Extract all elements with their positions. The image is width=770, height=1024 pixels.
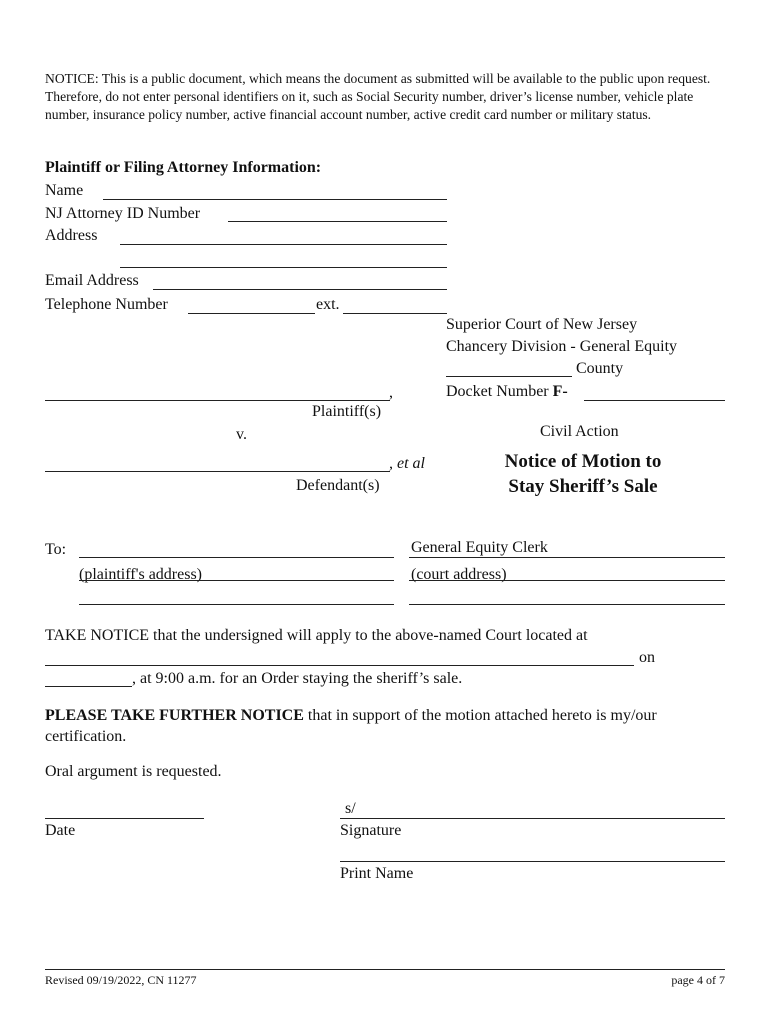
name-field[interactable] — [103, 199, 447, 200]
county-label: County — [576, 360, 624, 377]
docket-number-label: Docket Number F- — [446, 383, 568, 400]
docket-number-field[interactable] — [584, 400, 725, 401]
ext-field[interactable] — [343, 313, 447, 314]
clerk-label: General Equity Clerk — [411, 539, 548, 556]
signature-prefix: s/ — [345, 800, 356, 817]
date-field[interactable] — [45, 818, 204, 819]
motion-time-text: , at 9:00 a.m. for an Order staying the sheriff’s sale. — [132, 670, 463, 687]
address-field-line1[interactable] — [120, 244, 447, 245]
court-division: Chancery Division - General Equity — [446, 338, 678, 355]
page-number: page 4 of 7 — [671, 973, 725, 987]
date-label: Date — [45, 822, 76, 839]
court-location-field[interactable] — [45, 665, 634, 666]
address-field-line2[interactable] — [120, 267, 447, 268]
revision-note: Revised 09/19/2022, CN 11277 — [45, 973, 197, 987]
oral-argument-text: Oral argument is requested. — [45, 763, 222, 780]
plaintiff-name-field[interactable] — [45, 400, 390, 401]
further-notice-text — [45, 705, 735, 747]
signature-field[interactable] — [340, 818, 725, 819]
form-title-line2: Stay Sheriff’s Sale — [508, 476, 658, 497]
print-name-label: Print Name — [340, 865, 414, 882]
form-title — [463, 449, 703, 499]
email-field[interactable] — [153, 289, 447, 290]
motion-date-field[interactable] — [45, 686, 132, 687]
docket-prefix: F- — [552, 383, 568, 400]
on-label: on — [639, 649, 655, 666]
take-notice-text: TAKE NOTICE that the undersigned will apply to the above-named Court located at — [45, 627, 588, 644]
public-document-notice: NOTICE: This is a public document, which means the document as submitted will be available to the public upon request. Therefore, do not enter personal identifiers on it, such as Social Security number, driver’s license number, vehicle plate number, insurance policy number, active financial account number, active credit card number or military status. — [45, 71, 711, 123]
court-address-field-line2[interactable] — [409, 604, 725, 605]
print-name-field[interactable] — [340, 861, 725, 862]
clerk-field[interactable] — [409, 557, 725, 558]
et-al-label: , et al — [389, 455, 425, 472]
plaintiff-address-field-line2[interactable] — [79, 604, 394, 605]
telephone-field[interactable] — [188, 313, 315, 314]
defendant-label: Defendant(s) — [296, 477, 380, 494]
civil-action-label: Civil Action — [540, 423, 619, 440]
footer-rule — [45, 969, 725, 970]
versus-label: v. — [236, 426, 247, 443]
name-label: Name — [45, 182, 84, 199]
form-title-line1: Notice of Motion to — [504, 451, 662, 472]
email-label: Email Address — [45, 272, 139, 289]
telephone-label: Telephone Number — [45, 296, 168, 313]
plaintiff-recipient-name-field[interactable] — [79, 557, 394, 558]
plaintiff-address-label: (plaintiff's address) — [79, 566, 202, 583]
further-notice-bold: PLEASE TAKE FURTHER NOTICE — [45, 707, 304, 724]
court-name: Superior Court of New Jersey — [446, 316, 638, 333]
plaintiff-comma: , — [389, 384, 393, 401]
defendant-name-field[interactable] — [45, 471, 390, 472]
ext-label: ext. — [316, 296, 340, 313]
court-address-field-line1[interactable] — [409, 580, 725, 581]
plaintiff-label: Plaintiff(s) — [312, 403, 382, 420]
further-notice-rest: that in support of the motion attached hereto is my/our certification. — [45, 707, 657, 745]
signature-label: Signature — [340, 822, 402, 839]
to-label: To: — [45, 541, 67, 558]
county-field[interactable] — [446, 376, 572, 377]
address-label: Address — [45, 227, 98, 244]
attorney-id-label: NJ Attorney ID Number — [45, 205, 201, 222]
attorney-id-field[interactable] — [228, 221, 447, 222]
plaintiff-address-field-line1[interactable] — [79, 580, 394, 581]
attorney-info-heading: Plaintiff or Filing Attorney Information: — [45, 159, 322, 176]
court-address-label: (court address) — [411, 566, 507, 583]
